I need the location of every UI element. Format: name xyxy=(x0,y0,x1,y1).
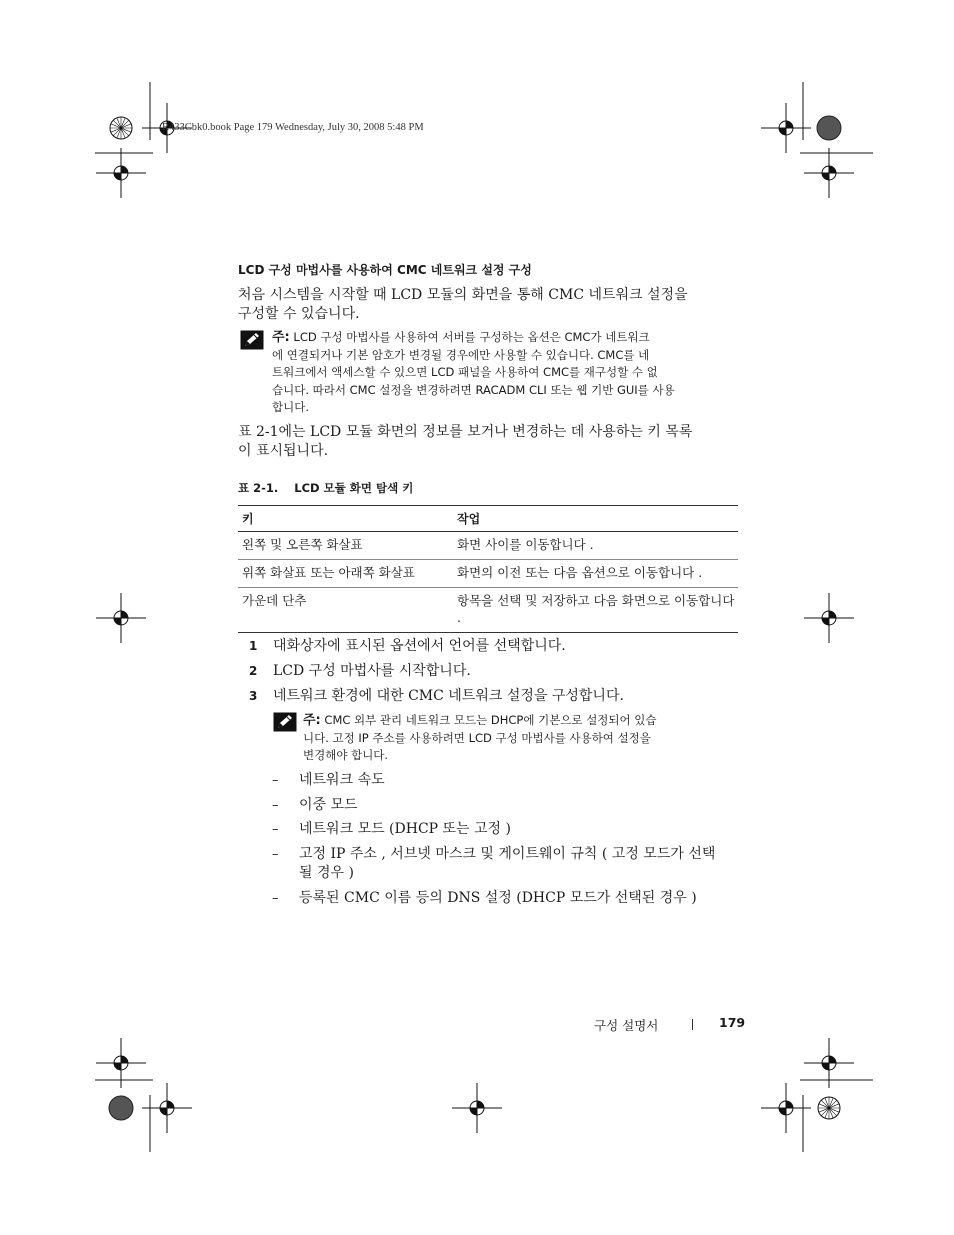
table-intro-line: 이 표시됩니다. xyxy=(238,443,329,459)
step-text: 네트워크 환경에 대한 CMC 네트워크 설정을 구성합니다. xyxy=(273,688,624,704)
table-cell-action: 화면의 이전 또는 다음 옵션으로 이동합니다 . xyxy=(453,560,738,588)
note-label: 주: xyxy=(272,330,290,345)
note-label: 주: xyxy=(303,713,321,728)
table-caption: 표 2-1. LCD 모듈 화면 탐색 키 xyxy=(238,481,414,495)
table-cell-key: 왼쪽 및 오른쪽 화살표 xyxy=(238,532,453,560)
note-pencil-icon xyxy=(273,712,297,732)
table-row xyxy=(238,560,738,588)
step-2 xyxy=(249,662,739,681)
table-intro-line: 표 2-1에는 LCD 모듈 화면의 정보를 보거나 변경하는 데 사용하는 키 목록 xyxy=(238,424,693,440)
footer-section-title: 구성 설명서 xyxy=(594,1018,659,1033)
table-header-action: 작업 xyxy=(453,506,738,532)
step-text: LCD 구성 마법사를 시작합니다. xyxy=(273,663,471,679)
note-1 xyxy=(272,329,738,417)
note-2 xyxy=(303,712,739,765)
bullet-dash: – xyxy=(272,891,279,906)
intro-paragraph xyxy=(238,286,743,324)
note-line: 합니다. xyxy=(272,400,309,414)
bullet-text: 네트워크 모드 (DHCP 또는 고정 ) xyxy=(299,821,511,837)
bullet-text-continued: 될 경우 ) xyxy=(299,865,354,881)
bullet-item xyxy=(272,771,742,790)
table-intro-paragraph xyxy=(238,423,743,461)
step-3 xyxy=(249,687,739,706)
step-number: 1 xyxy=(249,639,258,653)
table-cell-key: 위쪽 화살표 또는 아래쪽 화살표 xyxy=(238,560,453,588)
table-header-key: 키 xyxy=(238,506,453,532)
bullet-dash: – xyxy=(272,847,279,862)
table-row xyxy=(238,588,738,633)
bullet-dash: – xyxy=(272,773,279,788)
bullet-dash: – xyxy=(272,822,279,837)
intro-line: 처음 시스템을 시작할 때 LCD 모듈의 화면을 통해 CMC 네트워크 설정을 xyxy=(238,287,688,303)
table-cell-action: 화면 사이를 이동합니다 . xyxy=(453,532,738,560)
table-header-row xyxy=(238,506,738,532)
bullet-item xyxy=(272,889,742,908)
step-number: 3 xyxy=(249,689,258,703)
bullet-text: 이중 모드 xyxy=(299,797,358,813)
bullet-text: 등록된 CMC 이름 등의 DNS 설정 (DHCP 모드가 선택된 경우 ) xyxy=(299,890,697,906)
step-number: 2 xyxy=(249,664,258,678)
bullet-item xyxy=(272,796,742,815)
step-1 xyxy=(249,637,739,656)
table-cell-action: 항목을 선택 및 저장하고 다음 화면으로 이동합니다 . xyxy=(453,588,738,633)
note-line: CMC 외부 관리 네트워크 모드는 DHCP에 기본으로 설정되어 있습 xyxy=(324,713,657,727)
note-line: 습니다. 따라서 CMC 설정을 변경하려면 RACADM CLI 또는 웹 기반 GUI를 사용 xyxy=(272,382,675,397)
bullet-item xyxy=(272,845,742,881)
note-line: 변경해야 합니다. xyxy=(303,748,389,762)
bullet-text: 고정 IP 주소 , 서브넷 마스크 및 게이트웨이 규칙 ( 고정 모드가 선택 xyxy=(299,846,716,862)
section-heading: LCD 구성 마법사를 사용하여 CMC 네트워크 설정 구성 xyxy=(238,263,532,277)
step-text: 대화상자에 표시된 옵션에서 언어를 선택합니다. xyxy=(273,638,566,654)
table-cell-key: 가운데 단추 xyxy=(238,588,453,633)
navigation-keys-table xyxy=(238,505,738,633)
bullet-item xyxy=(272,820,742,839)
note-pencil-icon xyxy=(240,330,264,350)
bullet-dash: – xyxy=(272,798,279,813)
note-line: LCD 구성 마법사를 사용하여 서버를 구성하는 옵션은 CMC가 네트워크 xyxy=(293,330,650,344)
table-row xyxy=(238,532,738,560)
note-line: 에 연결되거나 기본 암호가 변경될 경우에만 사용할 수 있습니다. CMC를 네 xyxy=(272,347,650,362)
note-line: 니다. 고정 IP 주소를 사용하려면 LCD 구성 마법사를 사용하여 설정을 xyxy=(303,730,651,745)
page-number: 179 xyxy=(719,1015,746,1030)
intro-line: 구성할 수 있습니다. xyxy=(238,306,360,322)
print-slug: R433Cbk0.book Page 179 Wednesday, July 30, 2008 5:48 PM xyxy=(162,122,424,133)
footer-divider xyxy=(692,1019,693,1030)
bullet-text: 네트워크 속도 xyxy=(299,772,385,788)
note-line: 트워크에서 액세스할 수 있으면 LCD 패널을 사용하여 CMC를 재구성할 수 없 xyxy=(272,365,658,379)
